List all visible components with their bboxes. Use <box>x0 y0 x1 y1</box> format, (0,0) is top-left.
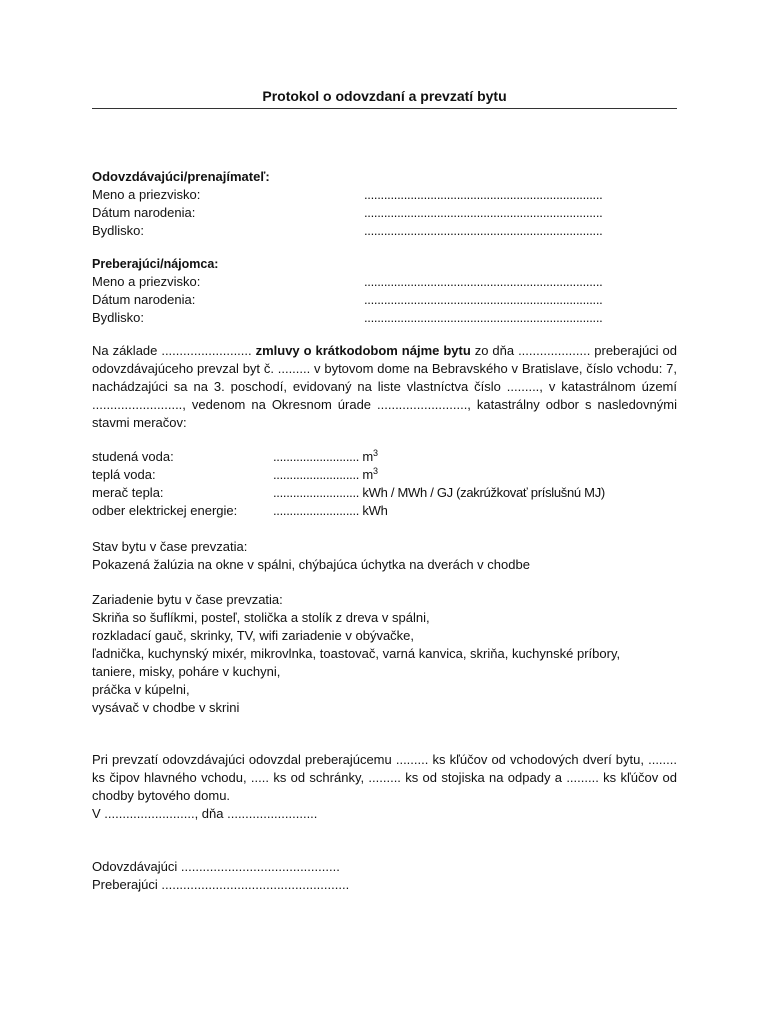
meter-row-cold-water <box>92 448 677 466</box>
meter-row-electricity <box>92 502 677 520</box>
paragraph-text: zo dňa .................... preberajúci od odovzdávajúceho prevzal byt č. ......... v bytovom dome na Bebravského v Bratislave, číslo vchodu: 7, nachádzajúci sa na 3. poschodí, evidovaný na liste vlastníctva číslo ........., v katastrálnom území ........................., vedenom na Okresnom úrade ........................., katastrálny odbor s nasledovnými stavmi meračov: <box>92 343 677 430</box>
meter-blank: .......................... <box>273 467 360 482</box>
meter-row-heat <box>92 484 677 502</box>
meter-label: merač tepla: <box>92 485 164 500</box>
landlord-heading: Odovzdávajúci/prenajímateľ: <box>92 169 270 184</box>
tenant-signature-line: Preberajúci .................................................... <box>92 877 350 892</box>
meter-label: studená voda: <box>92 449 174 464</box>
meter-label: odber elektrickej energie: <box>92 503 238 518</box>
contract-basis-paragraph <box>92 342 677 432</box>
meter-unit: m <box>359 467 373 482</box>
tenant-residence-row <box>92 309 677 327</box>
condition-heading: Stav bytu v čase prevzatia: <box>92 539 248 554</box>
meter-unit: kWh / MWh / GJ (zakrúžkovať príslušnú MJ) <box>359 485 605 500</box>
meter-value <box>273 466 378 484</box>
paragraph-text: Na základe ......................... <box>92 343 256 358</box>
field-label: Meno a priezvisko: <box>92 274 201 289</box>
landlord-birthdate-row <box>92 204 677 222</box>
document-title: Protokol o odovzdaní a prevzatí bytu <box>262 88 507 104</box>
equipment-line: Skriňa so šuflíkmi, posteľ, stolička a stolík z dreva v spálni, <box>92 610 430 625</box>
meter-value <box>273 484 605 502</box>
contract-type-text: zmluvy o krátkodobom nájme bytu <box>255 343 471 358</box>
signature-section <box>92 858 677 894</box>
tenant-birthdate-row <box>92 291 677 309</box>
tenant-section <box>92 255 677 327</box>
field-label: Bydlisko: <box>92 223 145 238</box>
meter-value <box>273 502 388 520</box>
field-label: Dátum narodenia: <box>92 205 196 220</box>
meter-blank: .......................... <box>273 449 360 464</box>
field-blank: ........................................................................ <box>364 223 603 238</box>
field-label: Dátum narodenia: <box>92 292 196 307</box>
equipment-heading: Zariadenie bytu v čase prevzatia: <box>92 592 283 607</box>
place-date-line <box>92 805 677 823</box>
unit-exponent: 3 <box>372 466 378 476</box>
meter-row-hot-water <box>92 466 677 484</box>
tenant-name-row <box>92 273 677 291</box>
meter-readings <box>92 448 677 520</box>
field-blank: ........................................................................ <box>364 292 603 307</box>
landlord-name-row <box>92 186 677 204</box>
equipment-line: taniere, misky, poháre v kuchyni, <box>92 664 281 679</box>
field-blank: ........................................................................ <box>364 205 603 220</box>
field-label: Bydlisko: <box>92 310 145 325</box>
condition-text: Pokazená žalúzia na okne v spálni, chýbajúca úchytka na dverách v chodbe <box>92 557 530 572</box>
field-blank: ........................................................................ <box>364 310 603 325</box>
equipment-line: práčka v kúpelni, <box>92 682 190 697</box>
tenant-heading: Preberajúci/nájomca: <box>92 257 219 271</box>
field-blank: ........................................................................ <box>364 274 603 289</box>
equipment-line: vysávač v chodbe v skrini <box>92 700 240 715</box>
field-label: Meno a priezvisko: <box>92 187 201 202</box>
meter-label: teplá voda: <box>92 467 156 482</box>
meter-blank: .......................... <box>273 503 360 518</box>
meter-unit: kWh <box>359 503 388 518</box>
place-date-text: V ........................., dňa ......................... <box>92 806 318 821</box>
landlord-section <box>92 168 677 240</box>
keys-handover-paragraph: Pri prevzatí odovzdávajúci odovzdal preberajúcemu ......... ks kľúčov od vchodových dverí bytu, ........ ks čipov hlavného vchodu, ..... ks od schránky, ......... ks od stojiska na odpady a ......... ks kľúčov od chodby bytového domu. <box>92 752 677 803</box>
apartment-equipment-section <box>92 591 677 717</box>
landlord-signature-line: Odovzdávajúci ............................................ <box>92 859 340 874</box>
equipment-line: rozkladací gauč, skrinky, TV, wifi zariadenie v obývačke, <box>92 628 415 643</box>
meter-blank: .......................... <box>273 485 360 500</box>
landlord-residence-row <box>92 222 677 240</box>
equipment-line: ľadnička, kuchynský mixér, mikrovlnka, toastovač, varná kanvica, skriňa, kuchynské príbory, <box>92 646 621 661</box>
meter-value <box>273 448 378 466</box>
title-underline <box>92 108 677 109</box>
unit-exponent: 3 <box>372 448 378 458</box>
field-blank: ........................................................................ <box>364 187 603 202</box>
meter-unit: m <box>359 449 373 464</box>
apartment-condition-section <box>92 538 677 574</box>
